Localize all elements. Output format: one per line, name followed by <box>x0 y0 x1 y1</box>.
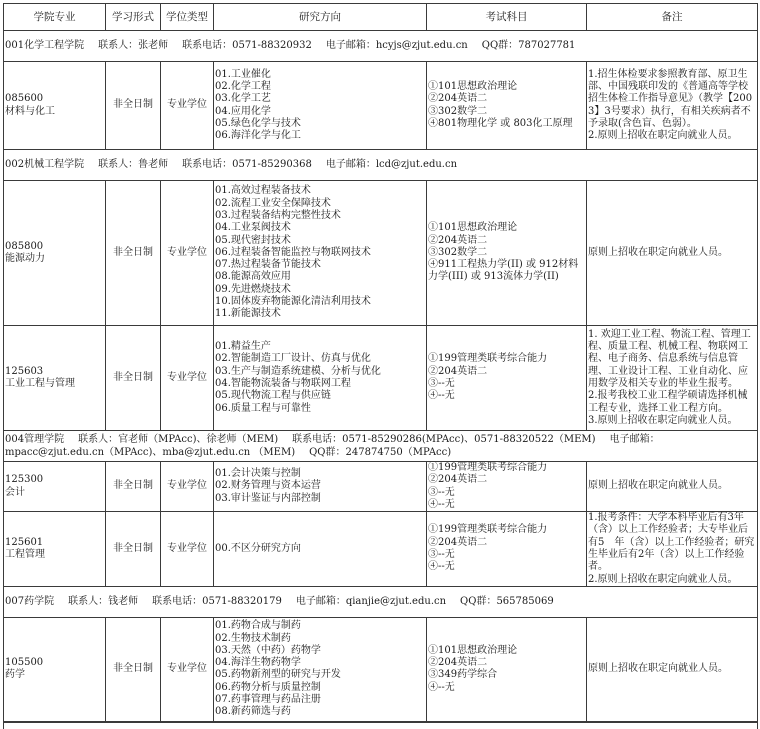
exam-item: ④--无 <box>428 681 455 693</box>
exam-item: ④--无 <box>428 498 455 510</box>
notes-cell <box>587 512 758 587</box>
direction-item: 04.智能物流装备与物联网工程 <box>215 378 351 389</box>
program-major: 工业工程与管理 <box>5 378 75 389</box>
degree-type: 专业学位 <box>161 512 214 587</box>
direction-item: 06.质量工程与可靠性 <box>215 402 311 414</box>
program-code: 125300 <box>5 474 44 486</box>
college-info-row <box>4 431 758 462</box>
program-row <box>4 462 758 512</box>
exam-item: ③302数学二 <box>428 246 488 258</box>
exam-item: ②204英语二 <box>428 536 488 548</box>
note-item: 2.原则上招收在职定向就业人员。 <box>588 573 738 585</box>
research-directions <box>214 181 427 326</box>
study-mode: 非全日制 <box>106 62 161 150</box>
exam-subjects <box>427 181 587 326</box>
header-college-major: 学院专业 <box>4 4 106 31</box>
direction-item: 11.新能源技术 <box>215 308 281 320</box>
exam-item: ②204英语二 <box>428 234 488 246</box>
study-mode: 非全日制 <box>106 462 161 512</box>
program-major: 会计 <box>5 486 25 498</box>
direction-item: 02.生物技术制药 <box>215 632 291 644</box>
program-cell <box>4 326 106 431</box>
table-header-row <box>4 4 758 31</box>
research-directions <box>214 512 427 587</box>
exam-item: ②204英语二 <box>428 93 488 105</box>
direction-item: 02.化学工程 <box>215 80 271 92</box>
college-info-cell <box>4 431 758 462</box>
exam-subjects <box>427 462 587 512</box>
program-cell <box>4 462 106 512</box>
contact-phone: 联系电话：0571-88320179 <box>152 595 282 607</box>
notes-cell <box>587 326 758 431</box>
direction-item: 05.药物新剂型的研究与开发 <box>215 669 341 681</box>
study-mode: 非全日制 <box>106 617 161 721</box>
direction-item: 01.药物合成与制药 <box>215 620 301 632</box>
contact-person: 联系人：钱老师 <box>68 595 139 607</box>
direction-item: 04.海洋生物药物学 <box>215 657 301 669</box>
table-left-border <box>3 722 4 729</box>
direction-item: 03.天然（中药）药物学 <box>215 644 321 656</box>
direction-item: 03.生产与制造系统建模、分析与优化 <box>215 365 381 377</box>
program-row <box>4 326 758 431</box>
exam-item: ②204英语二 <box>428 657 488 669</box>
research-directions <box>214 617 427 721</box>
program-major: 工程管理 <box>5 549 45 561</box>
exam-item: ①101思想政治理论 <box>428 222 518 234</box>
exam-item: ④--无 <box>428 561 455 573</box>
degree-type: 专业学位 <box>161 62 214 150</box>
program-code: 105500 <box>5 657 44 669</box>
qq-group: QQ群：787027781 <box>481 39 576 51</box>
college-name: 007药学院 <box>5 595 55 607</box>
table-bottom-border <box>3 722 758 723</box>
note-item: 2.原则上招收在职定向就业人员。 <box>588 130 738 142</box>
direction-item: 06.药物分析与质量控制 <box>215 681 321 693</box>
exam-subjects <box>427 326 587 431</box>
program-major: 药学 <box>5 669 25 681</box>
contact-email[interactable]: 电子邮箱：lcd@zjut.edu.cn <box>325 158 458 170</box>
direction-item: 03.过程装备结构完整性技术 <box>215 209 341 221</box>
note-item: 原则上招收在职定向就业人员。 <box>588 480 728 492</box>
direction-item: 02.财务管理与资本运营 <box>215 480 321 492</box>
exam-item: ③302数学二 <box>428 105 488 117</box>
direction-item: 05.绿色化学与技术 <box>215 117 301 129</box>
note-item: 1.招生体检要求参照教育部、原卫生部、中国残联印发的《普通高等学校招生体检工作指导意见》（教学【2003】3号要求）执行，有相关疾病者不予录取(含色盲、色弱）。 <box>588 68 753 129</box>
degree-type: 专业学位 <box>161 326 214 431</box>
direction-item: 03.审计鉴证与内部控制 <box>215 492 321 504</box>
exam-item: ①199管理类联考综合能力 <box>428 524 548 536</box>
header-degree-type: 学位类型 <box>161 4 214 31</box>
contact-phone: 联系电话：0571-85290286(MPAcc)、0571-88320522（MEM) <box>292 434 596 445</box>
exam-item: ④911工程热力学(II) 或 912材料力学(III) 或 913流体力学(II) <box>428 259 579 283</box>
exam-item: ②204英语二 <box>428 365 488 377</box>
exam-item: ③--无 <box>428 549 455 561</box>
direction-item: 01.高效过程装备技术 <box>215 185 311 197</box>
program-row <box>4 181 758 326</box>
program-code: 125601 <box>5 536 44 548</box>
direction-item: 03.化学工艺 <box>215 93 271 105</box>
contact-email[interactable]: 电子邮箱：mpacc@zjut.edu.cn（MPAcc)、mba@zjut.edu.cn （MEM) <box>5 434 660 458</box>
notes-cell <box>587 462 758 512</box>
direction-item: 00.不区分研究方向 <box>215 542 301 554</box>
study-mode: 非全日制 <box>106 512 161 587</box>
program-cell <box>4 617 106 721</box>
college-info-row <box>4 586 758 617</box>
college-info-cell <box>4 586 758 617</box>
exam-item: ①199管理类联考综合能力 <box>428 462 548 473</box>
exam-subjects <box>427 617 587 721</box>
program-code: 125603 <box>5 365 44 377</box>
program-code: 085800 <box>5 240 44 252</box>
direction-item: 09.先进燃烧技术 <box>215 283 291 295</box>
direction-item: 02.智能制造工厂设计、仿真与优化 <box>215 353 371 365</box>
exam-subjects <box>427 512 587 587</box>
program-cell <box>4 62 106 150</box>
direction-item: 08.能源高效应用 <box>215 271 291 283</box>
header-notes: 备注 <box>587 4 758 31</box>
note-item: 1. 欢迎工业工程、物流工程、管理工程、质量工程、机械工程、物联网工程、电子商务、信息系统与信息管理、工业设计工程、工业自动化、应用数学及相关专业的毕业生报考。 <box>588 328 751 389</box>
direction-item: 02.流程工业安全保障技术 <box>215 197 331 209</box>
research-directions <box>214 462 427 512</box>
program-major: 能源动力 <box>5 253 45 264</box>
note-item: 原则上招收在职定向就业人员。 <box>588 246 728 258</box>
degree-type: 专业学位 <box>161 462 214 512</box>
contact-email[interactable]: 电子邮箱：qianjie@zjut.edu.cn <box>295 595 447 607</box>
table-right-border <box>757 722 758 729</box>
college-info-row <box>4 31 758 62</box>
program-code: 085600 <box>5 93 44 105</box>
exam-item: ①199管理类联考综合能力 <box>428 353 548 365</box>
note-item: 原则上招收在职定向就业人员。 <box>588 663 728 675</box>
program-major: 材料与化工 <box>5 105 55 117</box>
study-mode: 非全日制 <box>106 326 161 431</box>
admissions-table <box>3 3 758 722</box>
direction-item: 08.新药筛选与药 <box>215 706 291 718</box>
qq-group: QQ群：247874750（MPAcc) <box>309 447 452 458</box>
study-mode: 非全日制 <box>106 181 161 326</box>
direction-item: 01.精益生产 <box>215 341 271 353</box>
program-row <box>4 617 758 721</box>
note-item: 3.原则上招收在职定向就业人员。 <box>588 414 738 426</box>
notes-cell <box>587 617 758 721</box>
research-directions <box>214 62 427 150</box>
qq-group: QQ群：565785069 <box>460 595 554 607</box>
exam-subjects <box>427 62 587 150</box>
college-name: 001化学工程学院 <box>5 39 85 51</box>
college-name: 004管理学院 <box>5 434 65 445</box>
contact-phone: 联系电话：0571-88320932 <box>182 39 312 51</box>
college-info-cell <box>4 31 758 62</box>
direction-item: 01.工业催化 <box>215 68 271 80</box>
direction-item: 07.热过程装备节能技术 <box>215 259 321 271</box>
contact-person: 联系人：张老师 <box>98 39 169 51</box>
direction-item: 07.药事管理与药品注册 <box>215 694 321 706</box>
direction-item: 05.现代密封技术 <box>215 234 291 246</box>
program-cell <box>4 181 106 326</box>
degree-type: 专业学位 <box>161 617 214 721</box>
contact-person: 联系人：鲁老师 <box>98 158 169 170</box>
exam-item: ②204英语二 <box>428 474 488 486</box>
degree-type: 专业学位 <box>161 181 214 326</box>
exam-item: ③--无 <box>428 486 455 498</box>
exam-item: ④801物理化学 或 803化工原理 <box>428 117 573 129</box>
exam-item: ③--无 <box>428 378 455 389</box>
program-row <box>4 512 758 587</box>
notes-cell <box>587 62 758 150</box>
direction-item: 04.工业泵阀技术 <box>215 222 291 234</box>
header-study-mode: 学习形式 <box>106 4 161 31</box>
exam-item: ③349药学综合 <box>428 669 498 681</box>
direction-item: 10.固体废弃物能源化清洁利用技术 <box>215 296 371 308</box>
header-exam-subjects: 考试科目 <box>427 4 587 31</box>
direction-item: 01.会计决策与控制 <box>215 468 301 480</box>
direction-item: 05.现代物流工程与供应链 <box>215 390 331 402</box>
contact-phone: 联系电话：0571-85290368 <box>182 158 312 170</box>
header-research-direction: 研究方向 <box>214 4 427 31</box>
direction-item: 04.应用化学 <box>215 105 271 117</box>
notes-cell <box>587 181 758 326</box>
note-item: 2.报考我校工业工程学硕请选择机械工程专业，选择工业工程方向。 <box>588 390 748 414</box>
program-row <box>4 62 758 150</box>
exam-item: ④--无 <box>428 390 455 402</box>
program-cell <box>4 512 106 587</box>
exam-item: ①101思想政治理论 <box>428 644 518 656</box>
note-item: 1.报考条件：大学本科毕业后有3年（含）以上工作经验者；大专毕业后有5 年（含）以上工作经验者；研究生毕业后有2年（含）以上工作经验者。 <box>588 512 755 573</box>
contact-email[interactable]: 电子邮箱：hcyjs@zjut.edu.cn <box>325 39 468 51</box>
direction-item: 06.海洋化学与化工 <box>215 130 301 142</box>
college-info-row <box>4 150 758 181</box>
college-info-cell <box>4 150 758 181</box>
exam-item: ①101思想政治理论 <box>428 80 518 92</box>
direction-item: 06.过程装备智能监控与物联网技术 <box>215 246 371 258</box>
contact-person: 联系人：官老师（MPAcc)、徐老师（MEM) <box>78 434 279 445</box>
research-directions <box>214 326 427 431</box>
college-name: 002机械工程学院 <box>5 158 85 170</box>
